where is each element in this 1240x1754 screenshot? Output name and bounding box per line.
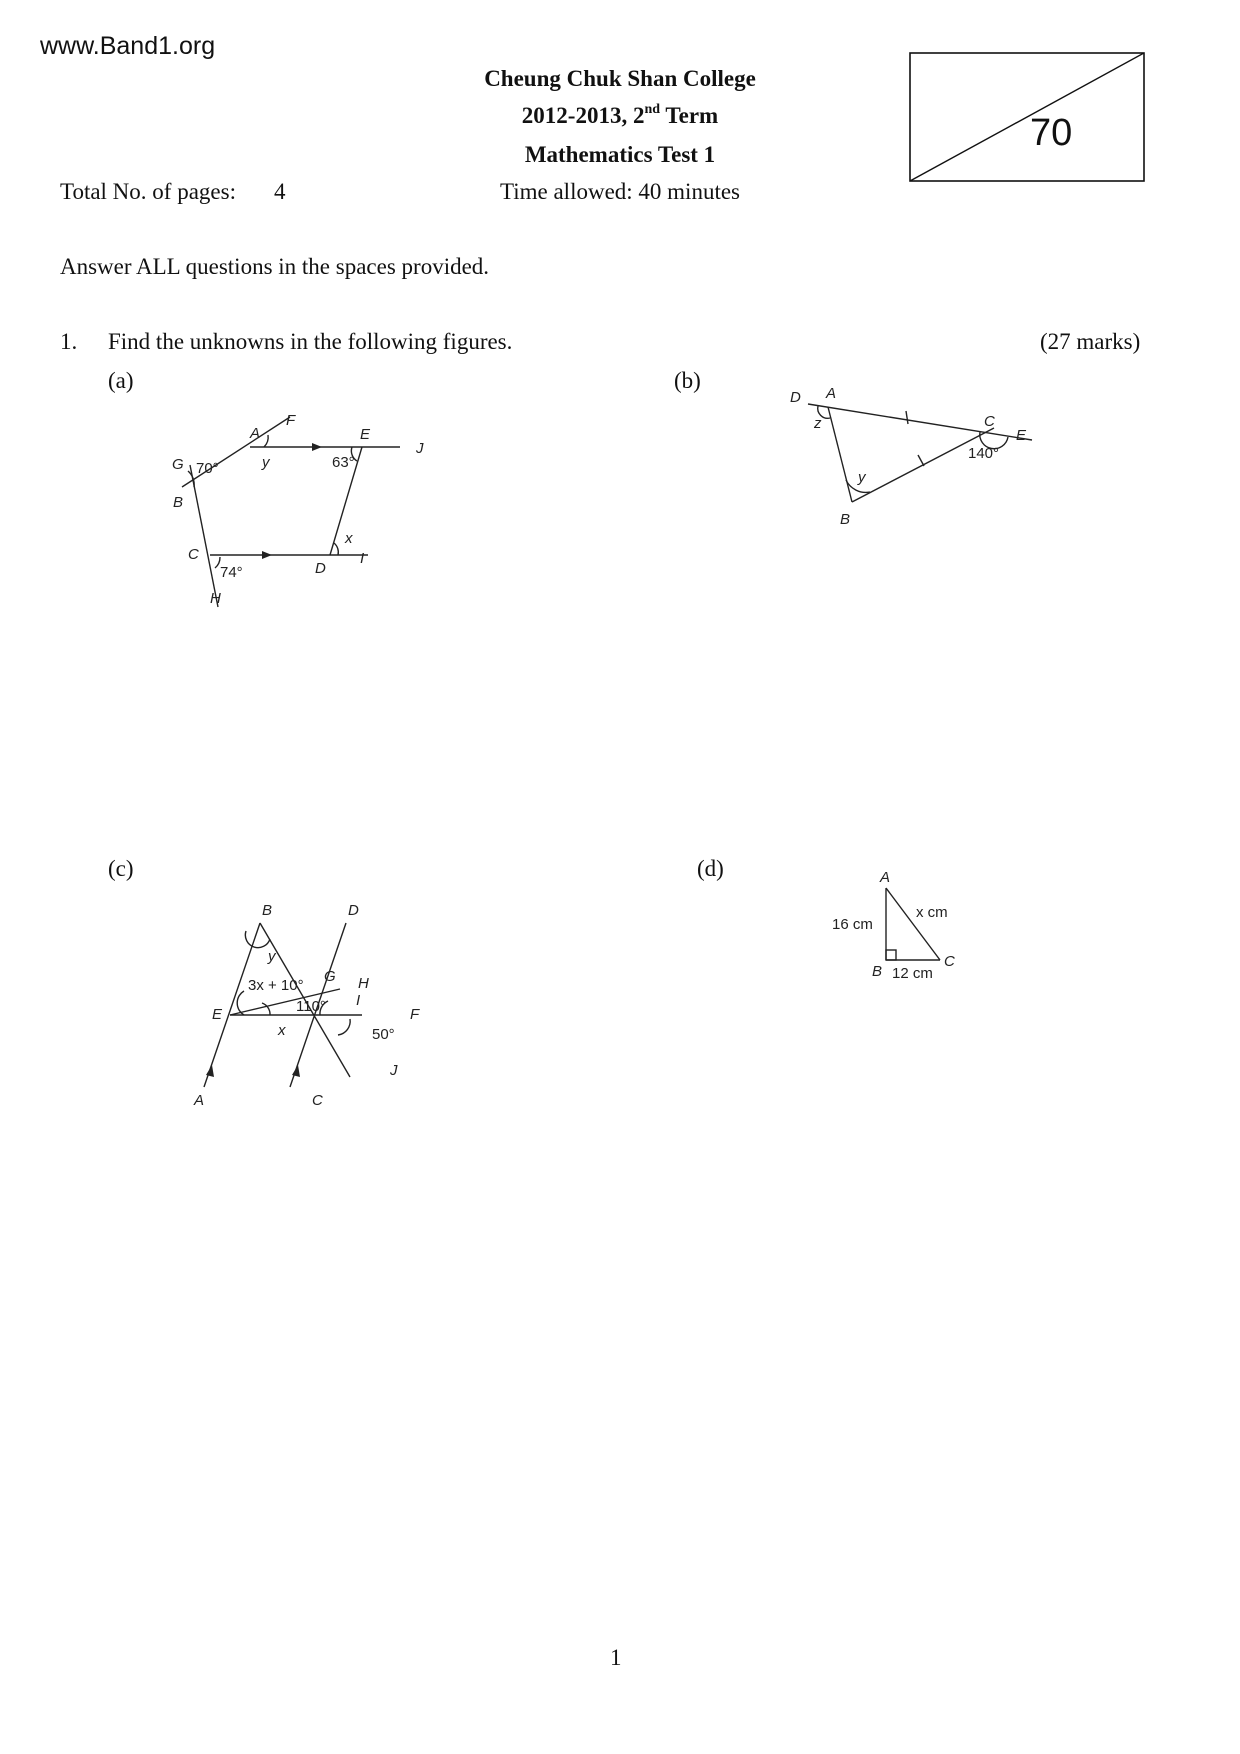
angle-label: 63° <box>332 454 355 471</box>
website-url: www.Band1.org <box>40 32 216 60</box>
instructions: Answer ALL questions in the spaces provided. <box>60 254 490 279</box>
academic-term <box>420 102 820 129</box>
tick-ac <box>906 411 908 424</box>
angle-label: 140° <box>968 445 1000 462</box>
point-label: C <box>944 953 955 970</box>
point-label: B <box>840 511 851 528</box>
term-superscript: nd <box>644 102 661 117</box>
point-label: C <box>312 1092 323 1109</box>
point-label: J <box>416 440 424 457</box>
school-name: Cheung Chuk Shan College <box>484 66 756 91</box>
parallel-arrow-bottom <box>262 551 272 559</box>
point-label: B <box>872 963 883 980</box>
unknown-label: x <box>278 1022 286 1039</box>
question-text: Find the unknowns in the following figures. <box>108 329 513 354</box>
part-d-label: (d) <box>697 856 724 881</box>
angle-x <box>262 1003 270 1015</box>
angle-label: 3x + 10° <box>248 977 304 994</box>
point-label: D <box>315 560 326 577</box>
point-label: B <box>262 902 273 919</box>
part-c-label: (c) <box>108 856 134 881</box>
point-label: A <box>880 869 891 886</box>
point-label: F <box>286 412 296 429</box>
angle-x <box>334 543 338 555</box>
unknown-label: y <box>262 454 270 471</box>
side-ac <box>886 888 940 960</box>
point-label: A <box>826 385 837 402</box>
side-label: 16 cm <box>832 916 873 933</box>
test-title: Mathematics Test 1 <box>524 142 716 167</box>
angle-50 <box>338 1019 350 1035</box>
point-label: D <box>348 902 359 919</box>
year-text: 2012-2013, 2 <box>521 103 645 128</box>
angle-label: 70° <box>196 460 219 477</box>
angle-label: 50° <box>372 1026 395 1043</box>
point-label: C <box>984 413 995 430</box>
point-label: F <box>410 1006 420 1023</box>
point-label: D <box>790 389 801 406</box>
figure-d <box>820 860 980 990</box>
figure-b <box>780 380 1040 540</box>
angle-label: 110° <box>296 998 326 1015</box>
tick-bc <box>918 455 924 466</box>
point-label: E <box>212 1006 223 1023</box>
point-label: I <box>360 550 365 567</box>
parallel-arrow-ab <box>206 1065 214 1077</box>
point-label: G <box>172 456 184 473</box>
pages-value: 4 <box>274 179 286 204</box>
point-label: I <box>356 992 361 1009</box>
score-total: 70 <box>1030 112 1073 154</box>
time-allowed: Time allowed: 40 minutes <box>499 179 740 204</box>
line-de <box>808 404 1032 440</box>
point-label: A <box>250 425 261 442</box>
term-text: Term <box>660 103 719 128</box>
side-label: 12 cm <box>892 965 933 982</box>
angle-label: 74° <box>220 564 243 581</box>
figure-c <box>190 895 450 1120</box>
point-label: J <box>390 1062 398 1079</box>
point-label: H <box>210 590 221 607</box>
right-angle-marker <box>886 950 896 960</box>
point-label: H <box>358 975 369 992</box>
part-b-label: (b) <box>674 368 701 393</box>
point-label: A <box>194 1092 205 1109</box>
question-number: 1. <box>60 329 78 354</box>
unknown-label: x <box>345 530 353 547</box>
unknown-label: y <box>268 948 276 965</box>
question-marks: (27 marks) <box>1040 329 1141 354</box>
line-ab <box>204 923 260 1087</box>
unknown-label: y <box>858 469 866 486</box>
pages-label: Total No. of pages: <box>60 179 236 204</box>
figure-a <box>160 405 440 615</box>
point-label: E <box>1016 427 1027 444</box>
angle-y <box>264 435 268 447</box>
page-number: 1 <box>610 1645 622 1670</box>
point-label: E <box>360 426 371 443</box>
point-label: C <box>188 546 199 563</box>
part-a-label: (a) <box>108 368 134 393</box>
parallel-arrow-top <box>312 443 322 451</box>
side-label: x cm <box>916 904 948 921</box>
unknown-label: z <box>814 415 822 432</box>
point-label: G <box>324 968 336 985</box>
point-label: B <box>173 494 184 511</box>
score-box <box>909 52 1145 182</box>
parallel-arrow-cd <box>292 1065 300 1077</box>
line-ab <box>828 407 852 502</box>
